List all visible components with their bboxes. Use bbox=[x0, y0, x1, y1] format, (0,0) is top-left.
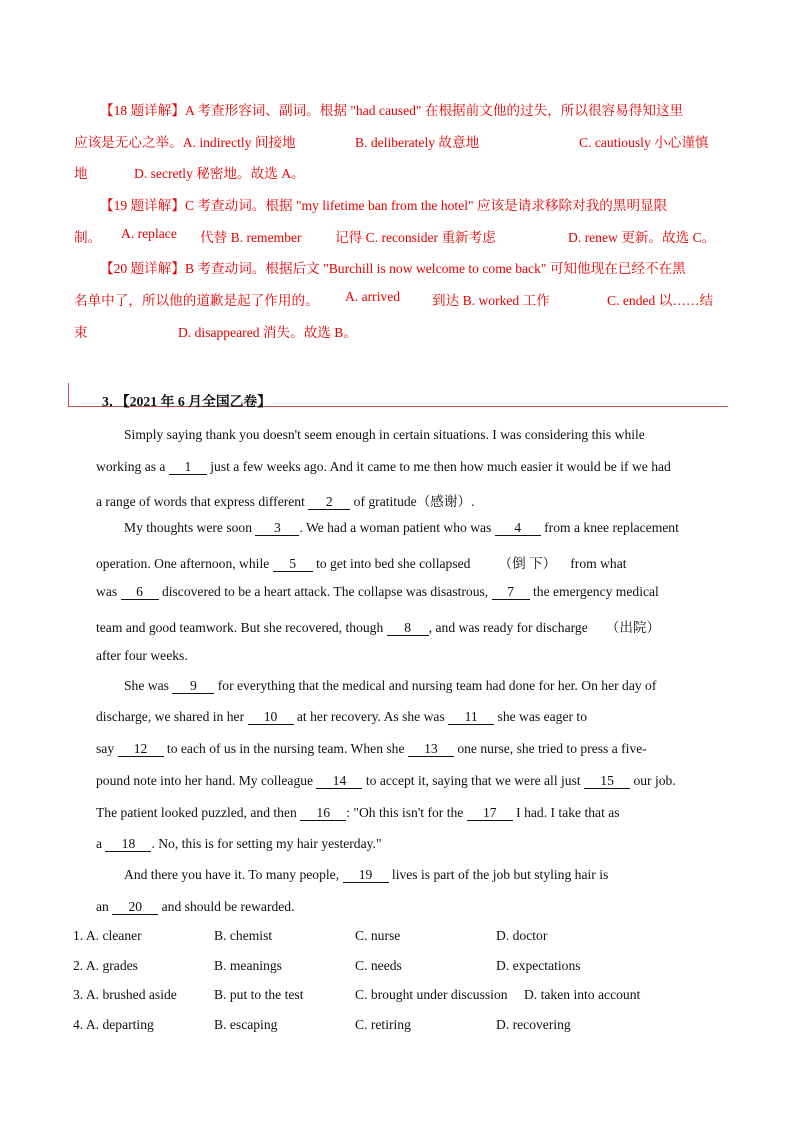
section-title: 3．【2021 年 6 月全国乙卷】 bbox=[102, 394, 272, 409]
q18-explanation-line2: 应该是无心之举。A. indirectly 间接地 bbox=[74, 135, 296, 150]
passage-p3-line4: pound note into her hand. My colleague 14 to accept it, saying that we were all just 15 our job. bbox=[96, 773, 676, 788]
passage-p1-line2: working as a 1 just a few weeks ago. And it came to me then how much easier it would be if we had bbox=[96, 459, 671, 474]
passage-p2-line2: operation. One afternoon, while 5 to get into bed she collapsed （倒 下） from what bbox=[96, 556, 627, 571]
blank-20: 20 bbox=[112, 899, 158, 915]
blank-14: 14 bbox=[316, 773, 362, 789]
passage-p3-line3: say 12 to each of us in the nursing team. When she 13 one nurse, she tried to press a five- bbox=[96, 741, 647, 756]
q19-option-a: A. replace bbox=[121, 226, 177, 241]
blank-8: 8 bbox=[387, 620, 429, 636]
blank-13: 13 bbox=[408, 741, 454, 757]
q19-option-d: D. renew 更新。故选 C。 bbox=[568, 230, 716, 245]
option-2-c: C. needs bbox=[355, 958, 402, 973]
option-2-a: 2. A. grades bbox=[73, 958, 138, 973]
option-4-a: 4. A. departing bbox=[73, 1017, 154, 1032]
passage-p2-line1: My thoughts were soon 3 . We had a woman patient who was 4 from a knee replacement bbox=[124, 520, 679, 535]
blank-1: 1 bbox=[169, 459, 207, 475]
q18-option-b: B. deliberately 故意地 bbox=[355, 135, 480, 150]
q20-option-c: C. ended 以……结 bbox=[607, 293, 714, 308]
option-2-b: B. meanings bbox=[214, 958, 282, 973]
blank-11: 11 bbox=[448, 709, 494, 725]
passage-p2-line5: after four weeks. bbox=[96, 648, 188, 663]
passage-p4-line2: an 20 and should be rewarded. bbox=[96, 899, 295, 914]
blank-16: 16 bbox=[300, 805, 346, 821]
passage-p1-line3: a range of words that express different 2 of gratitude（感谢）. bbox=[96, 494, 475, 509]
passage-p3-line6: a 18 . No, this is for setting my hair yesterday." bbox=[96, 836, 382, 851]
option-4-c: C. retiring bbox=[355, 1017, 411, 1032]
blank-19: 19 bbox=[343, 867, 389, 883]
passage-p3-line5: The patient looked puzzled, and then 16 : "Oh this isn't for the 17 I had. I take that as bbox=[96, 805, 620, 820]
blank-6: 6 bbox=[121, 584, 159, 600]
q19-option-c: 记得 C. reconsider 重新考虑 bbox=[335, 230, 496, 245]
option-3-d: D. taken into account bbox=[524, 987, 641, 1002]
q19-explanation-line1: 【19 题详解】C 考查动词。根据 "my lifetime ban from the hotel" 应该是请求移除对我的黑明显限 bbox=[100, 198, 668, 213]
passage-p1-line1: Simply saying thank you doesn't seem enough in certain situations. I was considering this while bbox=[124, 427, 645, 442]
blank-10: 10 bbox=[248, 709, 294, 725]
q18-option-c: C. cautiously 小心谨慎 bbox=[579, 135, 709, 150]
blank-2: 2 bbox=[308, 494, 350, 510]
q18-explanation-line1: 【18 题详解】A 考查形容词、副词。根据 "had caused" 在根据前文他的过失，所以很容易得知这里 bbox=[100, 103, 684, 118]
option-3-c: C. brought under discussion bbox=[355, 987, 508, 1002]
option-4-d: D. recovering bbox=[496, 1017, 571, 1032]
q20-explanation-line1: 【20 题详解】B 考查动词。根据后文 "Burchill is now welcome to come back" 可知他现在已经不在黑 bbox=[100, 261, 686, 276]
option-1-d: D. doctor bbox=[496, 928, 548, 943]
q20-option-b: 到达 B. worked 工作 bbox=[432, 293, 550, 308]
blank-4: 4 bbox=[495, 520, 541, 536]
passage-p3-line2: discharge, we shared in her 10 at her recovery. As she was 11 she was eager to bbox=[96, 709, 587, 724]
q19-explanation-line2: 制。 bbox=[74, 230, 102, 245]
passage-p2-line3: was 6 discovered to be a heart attack. The collapse was disastrous, 7 the emergency medical bbox=[96, 584, 659, 599]
q18-explanation-line3: 地 bbox=[74, 166, 88, 181]
q20-explanation-line2: 名单中了，所以他的道歉是起了作用的。 bbox=[74, 293, 319, 308]
blank-9: 9 bbox=[172, 678, 214, 694]
blank-7: 7 bbox=[492, 584, 530, 600]
option-1-b: B. chemist bbox=[214, 928, 273, 943]
q20-option-d: D. disappeared 消失。故选 B。 bbox=[178, 325, 357, 340]
option-1-c: C. nurse bbox=[355, 928, 401, 943]
passage-p2-line4: team and good teamwork. But she recovered, though 8 , and was ready for discharge （出院） bbox=[96, 620, 661, 635]
option-3-a: 3. A. brushed aside bbox=[73, 987, 177, 1002]
passage-p4-line1: And there you have it. To many people, 19 lives is part of the job but styling hair is bbox=[124, 867, 609, 882]
passage-p3-line1: She was 9 for everything that the medical and nursing team had done for her. On her day of bbox=[124, 678, 657, 693]
section-side-rule bbox=[68, 383, 69, 407]
blank-3: 3 bbox=[255, 520, 299, 536]
option-1-a: 1. A. cleaner bbox=[73, 928, 142, 943]
q18-option-d: D. secretly 秘密地。故选 A。 bbox=[134, 166, 305, 181]
blank-5: 5 bbox=[273, 556, 313, 572]
blank-18: 18 bbox=[105, 836, 151, 852]
q20-option-a: A. arrived bbox=[345, 289, 401, 304]
q19-option-b: 代替 B. remember bbox=[200, 230, 302, 245]
blank-12: 12 bbox=[118, 741, 164, 757]
q20-explanation-line3: 束 bbox=[74, 325, 88, 340]
blank-15: 15 bbox=[584, 773, 630, 789]
option-4-b: B. escaping bbox=[214, 1017, 278, 1032]
option-2-d: D. expectations bbox=[496, 958, 581, 973]
option-3-b: B. put to the test bbox=[214, 987, 304, 1002]
blank-17: 17 bbox=[467, 805, 513, 821]
